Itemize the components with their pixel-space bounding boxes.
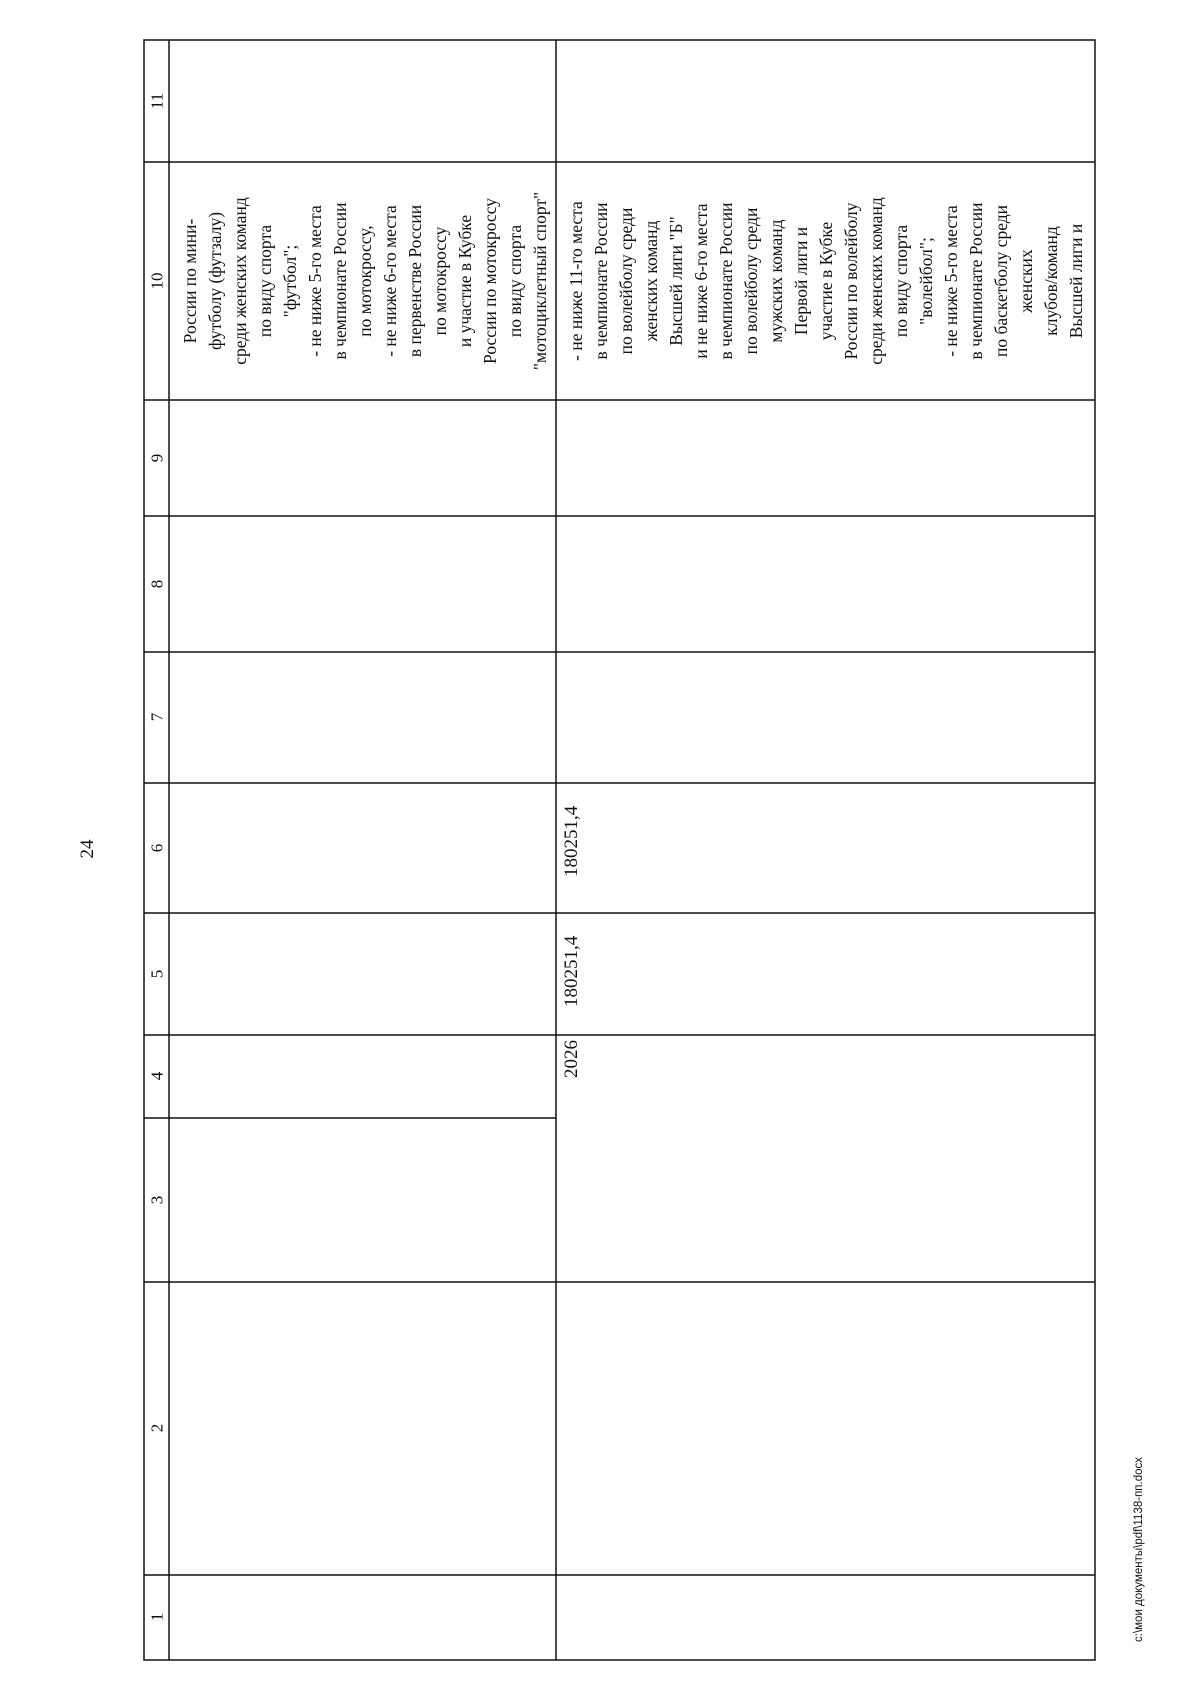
row2-col6-amount-cell: 180251,4 [561, 805, 582, 877]
text-line: и участие в Кубке [455, 214, 475, 348]
text-line: - не ниже 6-го места [380, 205, 400, 357]
text-line: Высшей лиги и [1066, 223, 1086, 339]
column-header-11: 11 [147, 92, 167, 110]
text-line: - не ниже 5-го места [941, 205, 961, 357]
text-line: мужских команд [766, 219, 786, 343]
column-header-9: 9 [147, 453, 167, 463]
text-line: по баскетболу среди [991, 205, 1011, 358]
text-line: футболу (футзалу) [205, 211, 225, 351]
text-line: в первенстве России [405, 204, 425, 358]
text-line: "волейбол"; [916, 237, 936, 325]
column-header-3: 3 [147, 1195, 167, 1205]
column-header-2: 2 [147, 1423, 167, 1433]
text-line: в чемпионате России [591, 202, 611, 360]
text-line: по волейболу среди [616, 207, 636, 355]
row1-col10-text [178, 162, 553, 400]
text-line: клубов/команд [1041, 226, 1061, 336]
text-line: Первой лиги и [791, 226, 811, 336]
page-number: 24 [77, 839, 98, 859]
column-header-6: 6 [147, 843, 167, 853]
text-line: России по мотокроссу [480, 198, 500, 364]
row2-col5-amount-cell: 180251,4 [561, 935, 582, 1007]
text-line: участие в Кубке [816, 221, 836, 341]
row2-col10-text [564, 162, 1089, 400]
text-line: по волейболу среди [741, 207, 761, 355]
column-header-7: 7 [147, 712, 167, 722]
text-line: "мотоциклетный спорт" [530, 191, 550, 371]
column-header-5: 5 [147, 969, 167, 979]
column-header-8: 8 [147, 579, 167, 589]
text-line: по мотокроссу [430, 226, 450, 336]
text-line: в чемпионате России [716, 202, 736, 360]
text-line: по виду спорта [505, 224, 525, 338]
file-path-footer: c:\мои документы\pdf\1138-пп.docx [1133, 1456, 1145, 1642]
text-line: и не ниже 6-го места [691, 203, 711, 359]
text-line: в чемпионате России [330, 202, 350, 360]
text-line: России по волейболу [841, 202, 861, 360]
text-line: "футбол"; [280, 244, 300, 318]
text-line: в чемпионате России [966, 202, 986, 360]
column-header-4: 4 [147, 1071, 167, 1081]
text-line: по мотокроссу, [355, 225, 375, 337]
text-line: Высшей лиги "Б" [666, 216, 686, 346]
text-line: среди женских команд [866, 197, 886, 365]
text-line: - не ниже 5-го места [305, 205, 325, 357]
text-line: среди женских команд [230, 197, 250, 365]
text-line: по виду спорта [255, 224, 275, 338]
text-line: России по мини- [180, 218, 200, 344]
column-header-10: 10 [147, 272, 167, 290]
text-line: женских команд [641, 220, 661, 342]
column-header-1: 1 [147, 1612, 167, 1622]
text-line: женских [1016, 249, 1036, 313]
text-line: по виду спорта [891, 224, 911, 338]
row2-year-cell: 2026 [561, 1040, 582, 1078]
text-line: - не ниже 11-го места [566, 201, 586, 361]
